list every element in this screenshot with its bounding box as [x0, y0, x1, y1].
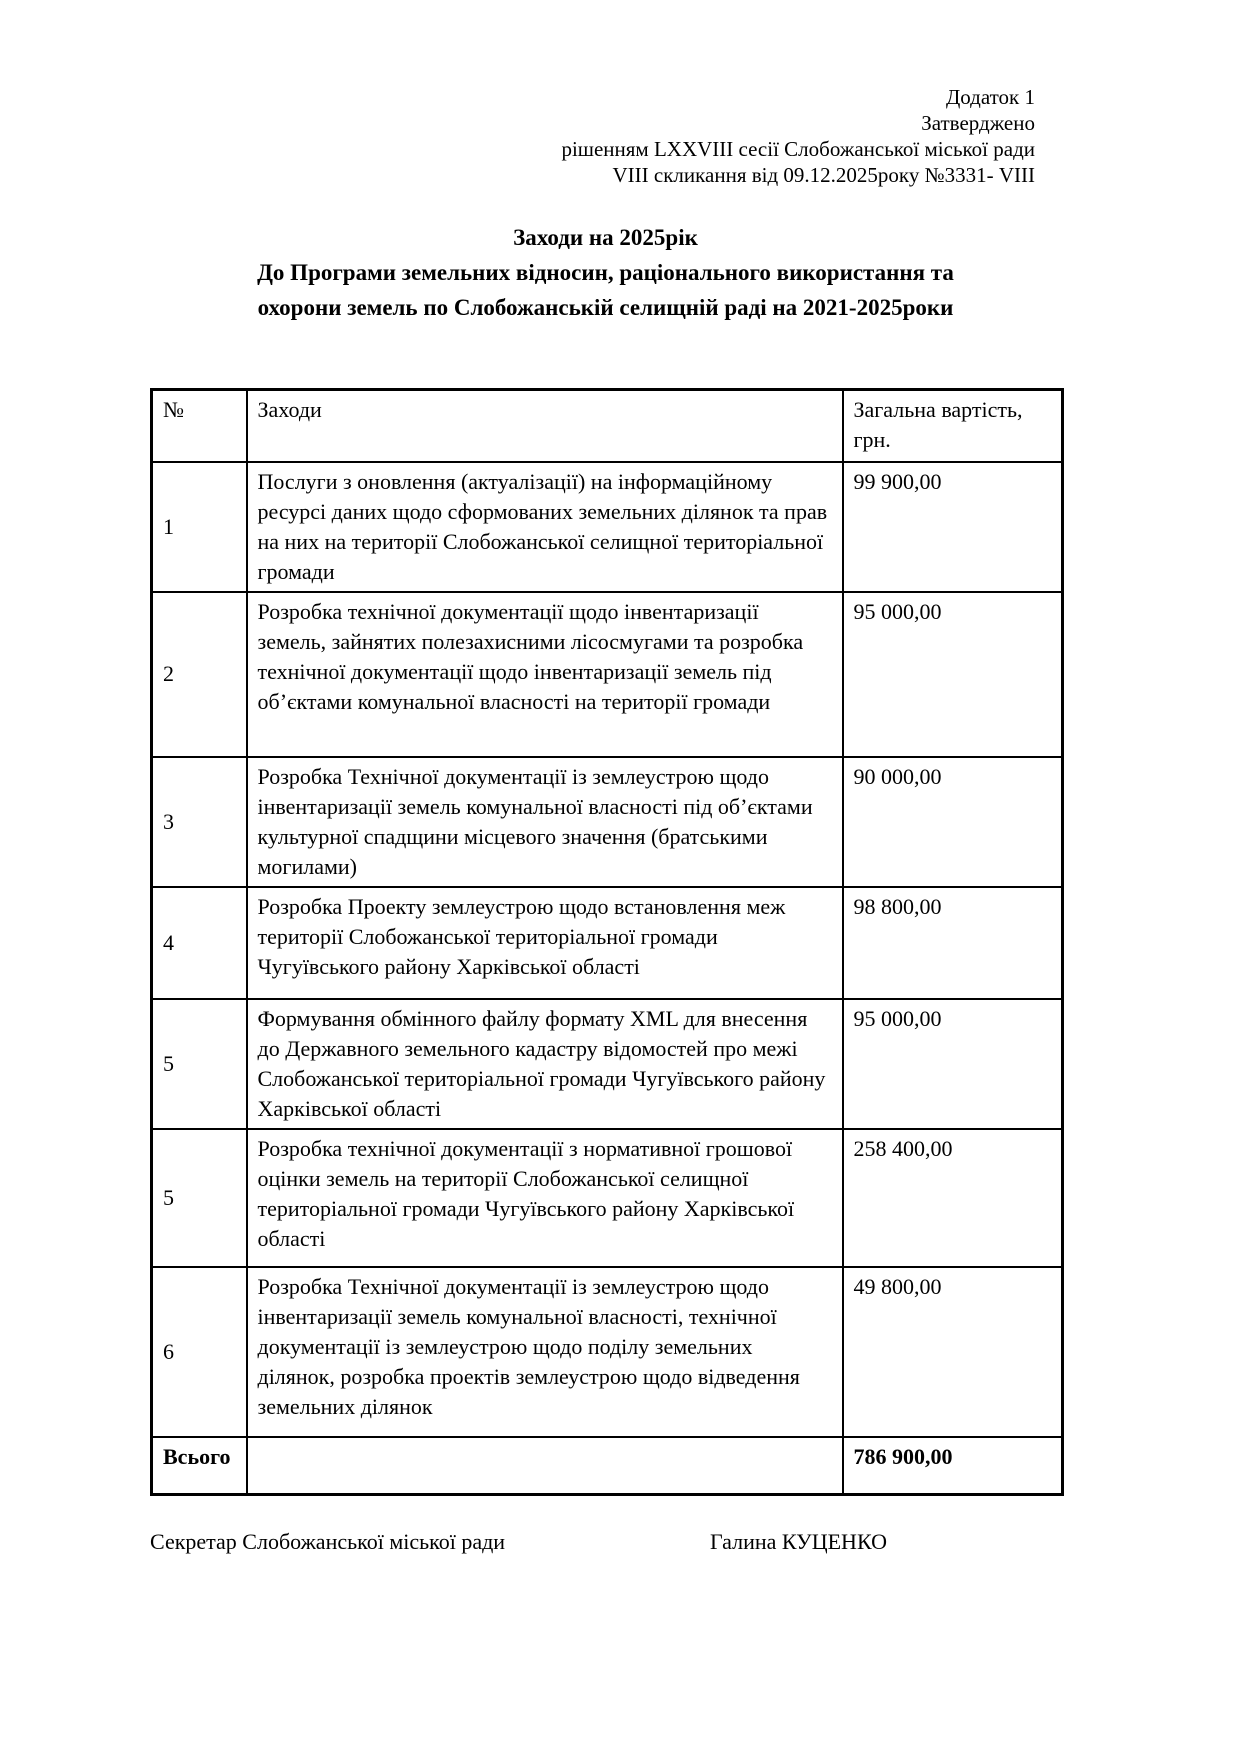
row-cost: 95 000,00	[843, 592, 1063, 757]
row-measure: Розробка Технічної документації із землеустрою щодо інвентаризації земель комунальної власності під об’єктами культурної спадщини місцевого значення (братськими могилами)	[247, 757, 843, 887]
approval-line-annex: Додаток 1	[945, 85, 1035, 109]
row-cost: 49 800,00	[843, 1267, 1063, 1437]
title-line-3: охорони земель по Слобожанській селищній раді на 2021-2025роки	[257, 295, 954, 320]
title-line-1: Заходи на 2025рік	[513, 225, 698, 250]
signature-name: Галина КУЦЕНКО	[710, 1529, 887, 1554]
row-measure: Послуги з оновлення (актуалізації) на інформаційному ресурсі даних щодо сформованих земельних ділянок та прав на них на території Слобожанської селищної територіальної громади	[247, 462, 843, 592]
table-row	[152, 1129, 1063, 1267]
approval-line-session: VIII скликання від 09.12.2025року №3331- VIII	[612, 163, 1035, 187]
total-empty-cell	[247, 1437, 843, 1495]
row-number: 5	[152, 999, 247, 1129]
row-number: 2	[152, 592, 247, 757]
row-measure: Розробка Технічної документації із землеустрою щодо інвентаризації земель комунальної власності, технічної документації із землеустрою щодо поділу земельних ділянок, розробка проектів землеустрою щодо відведення земельних ділянок	[247, 1267, 843, 1437]
approval-block	[561, 84, 1035, 188]
row-number: 4	[152, 887, 247, 999]
table-header-row	[152, 390, 1063, 462]
header-measure: Заходи	[247, 390, 843, 462]
row-number: 3	[152, 757, 247, 887]
total-cost: 786 900,00	[843, 1437, 1063, 1495]
table-row	[152, 462, 1063, 592]
row-cost: 258 400,00	[843, 1129, 1063, 1267]
table-total-row	[152, 1437, 1063, 1495]
approval-line-decision: рішенням LXXVIII сесії Слобожанської міської ради	[561, 137, 1035, 161]
row-measure: Формування обмінного файлу формату XML для внесення до Державного земельного кадастру відомостей про межі Слобожанської територіальної громади Чугуївського району Харківської області	[247, 999, 843, 1129]
row-number: 6	[152, 1267, 247, 1437]
row-number: 1	[152, 462, 247, 592]
signature-role: Секретар Слобожанської міської ради	[150, 1529, 506, 1554]
signature-block	[150, 1528, 1061, 1556]
title-line-2: До Програми земельних відносин, раціонального використання та	[257, 260, 954, 285]
table-row	[152, 757, 1063, 887]
row-cost: 90 000,00	[843, 757, 1063, 887]
total-label: Всього	[152, 1437, 247, 1495]
row-cost: 99 900,00	[843, 462, 1063, 592]
row-number: 5	[152, 1129, 247, 1267]
page-title	[150, 220, 1061, 325]
table-row	[152, 999, 1063, 1129]
approval-line-approved: Затверджено	[921, 111, 1035, 135]
row-measure: Розробка технічної документації з нормативної грошової оцінки земель на території Слобожанської селищної територіальної громади Чугуївського району Харківської області	[247, 1129, 843, 1267]
table-row	[152, 1267, 1063, 1437]
header-cost: Загальна вартість, грн.	[843, 390, 1063, 462]
table-row	[152, 887, 1063, 999]
row-measure: Розробка Проекту землеустрою щодо встановлення меж території Слобожанської територіальної громади Чугуївського району Харківської області	[247, 887, 843, 999]
row-cost: 95 000,00	[843, 999, 1063, 1129]
table-row	[152, 592, 1063, 757]
header-number: №	[152, 390, 247, 462]
row-cost: 98 800,00	[843, 887, 1063, 999]
measures-table	[150, 388, 1064, 1496]
row-measure: Розробка технічної документації щодо інвентаризації земель, зайнятих полезахисними лісосмугами та розробка технічної документації щодо інвентаризації земель під об’єктами комунальної власності на території громади	[247, 592, 843, 757]
